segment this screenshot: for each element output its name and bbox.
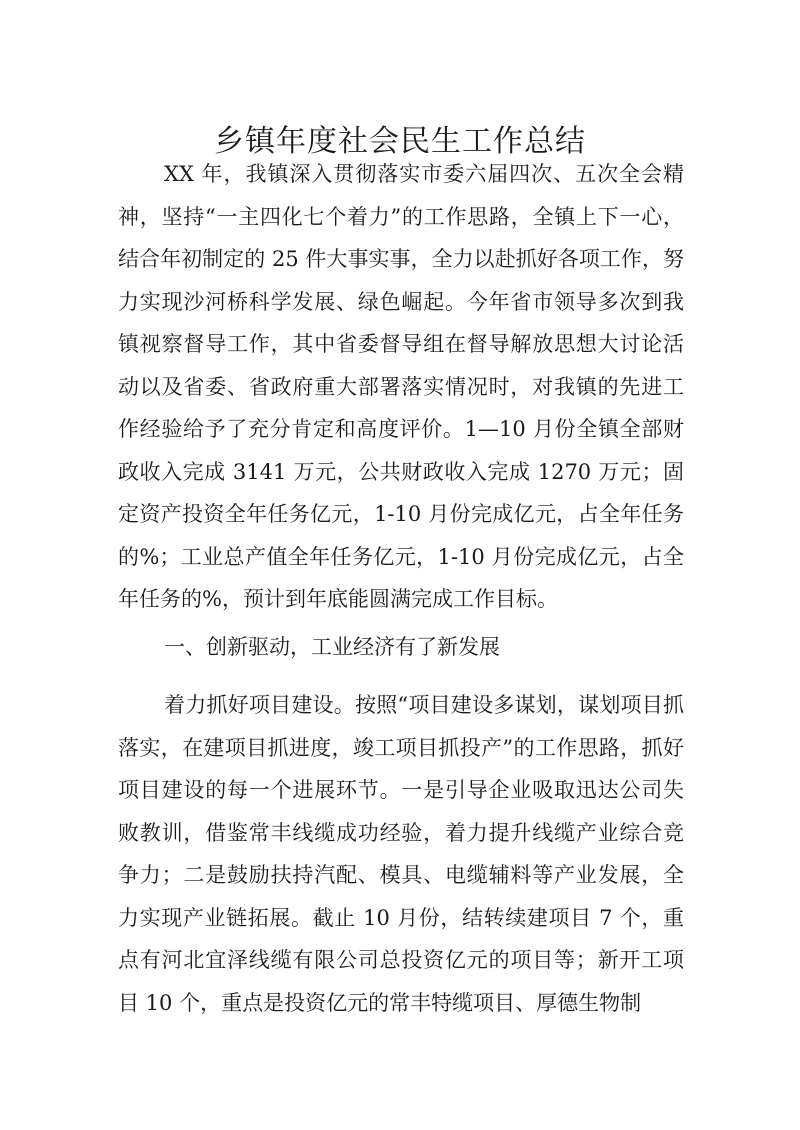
section-paragraph: 着力抓好项目建设。按照“项目建设多谋划，谋划项目抓落实，在建项目抓进度，竣工项目抓投产”的工作思路，抓好项目建设的每一个进展环节。一是引导企业吸取迅达公司失败教训，借鉴常丰线缆成功经验，着力提升线缆产业综合竞争力；二是鼓励扶持汽配、模具、电缆辅料等产业发展，全力实现产业链拓展。截止 10 月份，结转续建项目 7 个，重点有河北宜泽线缆有限公司总投资亿元的项目等；新开工项目 10 个，重点是投资亿元的常丰特缆项目、厚德生物制 [118, 693, 684, 1015]
document-title: 乡镇年度社会民生工作总结 [214, 124, 586, 160]
intro-paragraph: XX 年，我镇深入贯彻落实市委六届四次、五次全会精神，坚持“一主四化七个着力”的工作思路，全镇上下一心，结合年初制定的 25 件大事实事，全力以赴抓好各项工作，努力实现沙河桥科学发展、绿色崛起。今年省市领导多次到我镇视察督导工作，其中省委督导组在督导解放思想大讨论活动以及省委、省政府重大部署落实情况时，对我镇的先进工作经验给予了充分肯定和高度评价。1—10 月份全镇全部财政收入完成 3141 万元，公共财政收入完成 1270 万元；固定资产投资全年任务亿元，1-10 月份完成亿元，占全年任务的%；工业总产值全年任务亿元，1-10 月份完成亿元，占全年任务的%，预计到年底能圆满完成工作目标。 [118, 162, 684, 611]
section-heading: 一、创新驱动，工业经济有了新发展 [164, 635, 500, 659]
